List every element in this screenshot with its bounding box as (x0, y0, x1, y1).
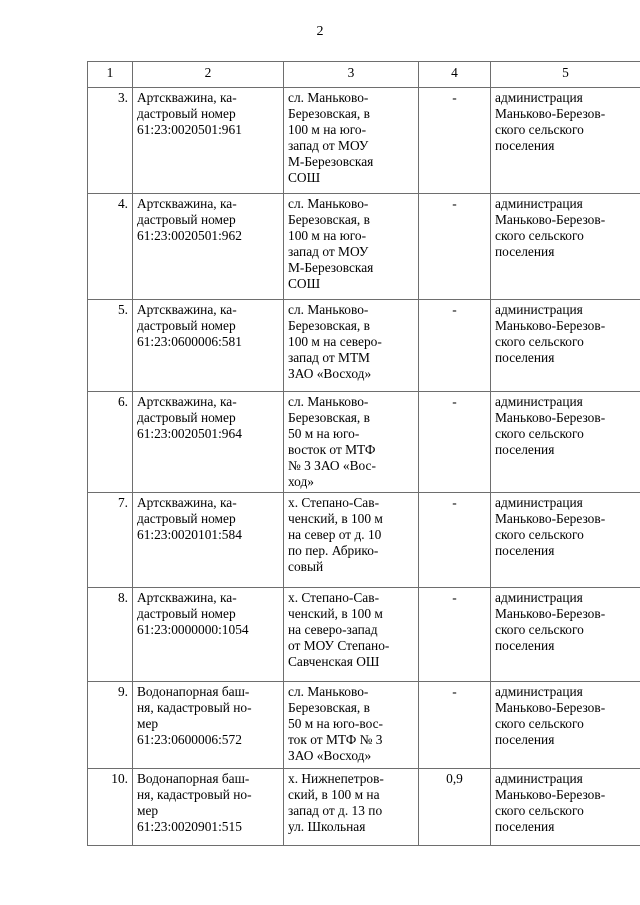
object-name-cell-line: Водонапорная баш- (137, 771, 250, 786)
object-name-cell-line: Водонапорная баш- (137, 684, 250, 699)
owner-cell-line: администрация (495, 495, 583, 510)
location-cell-line: на север от д. 10 (288, 527, 382, 542)
location-cell-line: 100 м на юго- (288, 122, 367, 137)
object-name-cell-line: Артскважина, ка- (137, 394, 237, 409)
location-cell-line: совый (288, 559, 324, 574)
table-row (88, 588, 640, 682)
owner-cell-line: поселения (495, 244, 555, 259)
object-name-cell-line: Артскважина, ка- (137, 590, 237, 605)
location-cell-line: запад от МОУ (288, 244, 369, 259)
location-cell-line: х. Степано-Сав- (288, 495, 380, 510)
owner-cell-line: поселения (495, 442, 555, 457)
owner-cell-line: ского сельского (495, 122, 584, 137)
object-name-cell-line: дастровый номер (137, 410, 236, 425)
owner-cell-line: поселения (495, 138, 555, 153)
row-number-cell: 4. (88, 194, 133, 300)
location-cell-line: М-Березовская (288, 154, 374, 169)
object-name-cell-line: ня, кадастровый но- (137, 700, 252, 715)
location-cell-line: х. Нижнепетров- (288, 771, 384, 786)
object-name-cell-line: Артскважина, ка- (137, 90, 237, 105)
column-header-2: 2 (133, 62, 284, 88)
location-cell-line: 100 м на северо- (288, 334, 382, 349)
object-name-cell-line: ня, кадастровый но- (137, 787, 252, 802)
object-name-cell-line: 61:23:0020501:962 (137, 228, 242, 243)
location-cell-line: запад от д. 13 по (288, 803, 383, 818)
owner-cell-line: администрация (495, 196, 583, 211)
location-cell-line: М-Березовская (288, 260, 374, 275)
column-header-3: 3 (284, 62, 419, 88)
row-number-cell: 8. (88, 588, 133, 682)
value-cell: - (419, 588, 491, 682)
location-cell-line: Березовская, в (288, 700, 370, 715)
owner-cell-line: Маньково-Березов- (495, 212, 606, 227)
location-cell-line: СОШ (288, 276, 321, 291)
location-cell-line: ский, в 100 м на (288, 787, 380, 802)
object-name-cell-line: дастровый номер (137, 606, 236, 621)
value-cell: - (419, 493, 491, 588)
location-cell-line: Савченская ОШ (288, 654, 380, 669)
owner-cell-line: Маньково-Березов- (495, 511, 606, 526)
row-number-cell: 7. (88, 493, 133, 588)
location-cell-line: ЗАО «Восход» (288, 366, 372, 381)
location-cell-line: сл. Маньково- (288, 302, 369, 317)
object-name-cell-line: дастровый номер (137, 212, 236, 227)
owner-cell-line: Маньково-Березов- (495, 606, 606, 621)
object-name-cell-line: дастровый номер (137, 318, 236, 333)
object-name-cell (133, 769, 284, 846)
location-cell-line: ток от МТФ № 3 (288, 732, 383, 747)
column-header-4: 4 (419, 62, 491, 88)
owner-cell-line: ского сельского (495, 803, 584, 818)
object-name-cell-line: 61:23:0020501:961 (137, 122, 242, 137)
owner-cell (491, 493, 640, 588)
owner-cell-line: Маньково-Березов- (495, 410, 606, 425)
table-row (88, 300, 640, 392)
object-name-cell-line: Артскважина, ка- (137, 302, 237, 317)
location-cell-line: Березовская, в (288, 410, 370, 425)
location-cell-line: ЗАО «Восход» (288, 748, 372, 763)
value-cell: - (419, 392, 491, 493)
object-name-cell-line: мер (137, 803, 159, 818)
registry-table (87, 61, 640, 846)
value-cell: - (419, 682, 491, 769)
object-name-cell-line: 61:23:0600006:572 (137, 732, 242, 747)
owner-cell (491, 88, 640, 194)
location-cell-line: сл. Маньково- (288, 196, 369, 211)
owner-cell-line: администрация (495, 684, 583, 699)
object-name-cell (133, 493, 284, 588)
object-name-cell-line: Артскважина, ка- (137, 196, 237, 211)
owner-cell-line: поселения (495, 732, 555, 747)
owner-cell-line: Маньково-Березов- (495, 787, 606, 802)
location-cell-line: № 3 ЗАО «Вос- (288, 458, 376, 473)
owner-cell-line: ского сельского (495, 334, 584, 349)
object-name-cell-line: дастровый номер (137, 511, 236, 526)
row-number-cell: 5. (88, 300, 133, 392)
location-cell-line: Березовская, в (288, 212, 370, 227)
object-name-cell (133, 588, 284, 682)
location-cell-line: от МОУ Степано- (288, 638, 390, 653)
table-row (88, 194, 640, 300)
object-name-cell-line: Артскважина, ка- (137, 495, 237, 510)
object-name-cell-line: 61:23:0020101:584 (137, 527, 242, 542)
table-body (88, 88, 640, 846)
location-cell-line: сл. Маньково- (288, 684, 369, 699)
owner-cell (491, 682, 640, 769)
value-cell: 0,9 (419, 769, 491, 846)
owner-cell (491, 194, 640, 300)
row-number-cell: 10. (88, 769, 133, 846)
location-cell (284, 194, 419, 300)
column-header-5: 5 (491, 62, 640, 88)
object-name-cell-line: мер (137, 716, 159, 731)
object-name-cell (133, 194, 284, 300)
column-header-1: 1 (88, 62, 133, 88)
location-cell-line: запад от МТМ (288, 350, 370, 365)
location-cell (284, 88, 419, 194)
owner-cell-line: администрация (495, 590, 583, 605)
table-row (88, 88, 640, 194)
location-cell-line: х. Степано-Сав- (288, 590, 380, 605)
table-row (88, 493, 640, 588)
owner-cell (491, 392, 640, 493)
owner-cell-line: администрация (495, 771, 583, 786)
object-name-cell-line: 61:23:0000000:1054 (137, 622, 249, 637)
location-cell (284, 769, 419, 846)
owner-cell-line: Маньково-Березов- (495, 318, 606, 333)
object-name-cell-line: 61:23:0600006:581 (137, 334, 242, 349)
location-cell-line: запад от МОУ (288, 138, 369, 153)
object-name-cell (133, 682, 284, 769)
object-name-cell-line: 61:23:0020501:964 (137, 426, 242, 441)
owner-cell-line: поселения (495, 638, 555, 653)
owner-cell (491, 300, 640, 392)
owner-cell-line: ского сельского (495, 426, 584, 441)
row-number-cell: 9. (88, 682, 133, 769)
owner-cell-line: Маньково-Березов- (495, 700, 606, 715)
owner-cell-line: администрация (495, 90, 583, 105)
location-cell-line: Березовская, в (288, 318, 370, 333)
location-cell-line: сл. Маньково- (288, 394, 369, 409)
location-cell (284, 300, 419, 392)
owner-cell-line: администрация (495, 394, 583, 409)
object-name-cell (133, 300, 284, 392)
location-cell-line: восток от МТФ (288, 442, 376, 457)
location-cell-line: 50 м на юго-вос- (288, 716, 383, 731)
location-cell-line: ченский, в 100 м (288, 606, 383, 621)
owner-cell-line: ского сельского (495, 622, 584, 637)
owner-cell-line: администрация (495, 302, 583, 317)
owner-cell-line: поселения (495, 350, 555, 365)
object-name-cell-line: дастровый номер (137, 106, 236, 121)
row-number-cell: 6. (88, 392, 133, 493)
table-row (88, 392, 640, 493)
location-cell-line: СОШ (288, 170, 321, 185)
object-name-cell-line: 61:23:0020901:515 (137, 819, 242, 834)
location-cell (284, 392, 419, 493)
location-cell-line: на северо-запад (288, 622, 378, 637)
location-cell-line: 100 м на юго- (288, 228, 367, 243)
location-cell-line: 50 м на юго- (288, 426, 360, 441)
owner-cell-line: поселения (495, 819, 555, 834)
location-cell-line: сл. Маньково- (288, 90, 369, 105)
object-name-cell (133, 88, 284, 194)
location-cell-line: ход» (288, 474, 315, 489)
location-cell-line: ул. Школьная (288, 819, 366, 834)
table-row (88, 682, 640, 769)
owner-cell-line: ского сельского (495, 228, 584, 243)
location-cell-line: по пер. Абрико- (288, 543, 379, 558)
table-header-row (88, 62, 640, 88)
row-number-cell: 3. (88, 88, 133, 194)
owner-cell (491, 769, 640, 846)
location-cell (284, 588, 419, 682)
location-cell (284, 493, 419, 588)
object-name-cell (133, 392, 284, 493)
table-row (88, 769, 640, 846)
owner-cell-line: ского сельского (495, 527, 584, 542)
location-cell (284, 682, 419, 769)
page-number: 2 (316, 24, 324, 39)
owner-cell-line: поселения (495, 543, 555, 558)
owner-cell (491, 588, 640, 682)
value-cell: - (419, 194, 491, 300)
location-cell-line: Березовская, в (288, 106, 370, 121)
owner-cell-line: ского сельского (495, 716, 584, 731)
value-cell: - (419, 300, 491, 392)
value-cell: - (419, 88, 491, 194)
location-cell-line: ченский, в 100 м (288, 511, 383, 526)
owner-cell-line: Маньково-Березов- (495, 106, 606, 121)
